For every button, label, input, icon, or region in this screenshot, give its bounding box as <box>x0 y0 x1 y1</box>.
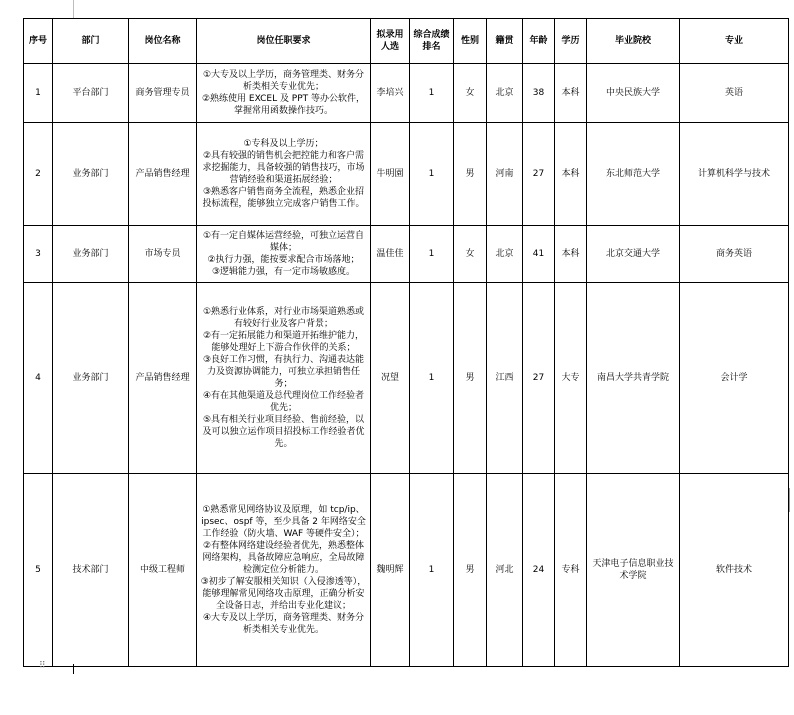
header-dept: 部门 <box>53 19 129 64</box>
cell-no[interactable]: 5 <box>24 474 53 667</box>
requirement-line: ④大专及以上学历，商务管理类、财务分析类相关专业优先。 <box>202 613 365 635</box>
cell-rank[interactable]: 1 <box>410 226 454 283</box>
cell-position[interactable]: 产品销售经理 <box>129 283 197 474</box>
cell-candidate[interactable]: 况望 <box>371 283 410 474</box>
cell-dept[interactable]: 业务部门 <box>53 283 129 474</box>
header-rank: 综合成绩排名 <box>410 19 454 64</box>
cell-education[interactable]: 本科 <box>555 123 587 226</box>
requirement-line: ①大专及以上学历，商务管理类、财务分析类相关专业优先； <box>202 70 365 92</box>
text-cursor <box>73 664 74 674</box>
cell-gender[interactable]: 男 <box>454 283 487 474</box>
cell-no[interactable]: 4 <box>24 283 53 474</box>
cell-dept[interactable]: 平台部门 <box>53 64 129 123</box>
requirement-line: ②执行力强，能按要求配合市场落地； <box>207 255 360 265</box>
cell-rank[interactable]: 1 <box>410 283 454 474</box>
cell-requirements[interactable] <box>197 226 371 283</box>
header-requirements: 岗位任职要求 <box>197 19 371 64</box>
cell-education[interactable]: 本科 <box>555 226 587 283</box>
cell-age[interactable]: 27 <box>523 283 555 474</box>
cell-education[interactable]: 大专 <box>555 283 587 474</box>
table-row <box>24 123 789 226</box>
requirement-line: ②有整体网络建设经验者优先，熟悉整体网络架构，具备故障应急响应，全局故障检测定位分析能力。 <box>202 541 365 575</box>
table-row <box>24 283 789 474</box>
requirement-line: ③良好工作习惯，有执行力、沟通表达能力及资源协调能力，可独立承担销售任务； <box>202 355 365 389</box>
table-row <box>24 226 789 283</box>
cell-major[interactable]: 商务英语 <box>680 226 789 283</box>
cell-origin[interactable]: 河北 <box>487 474 523 667</box>
cell-major[interactable]: 计算机科学与技术 <box>680 123 789 226</box>
requirement-line: ③熟悉客户销售商务全流程，熟悉企业招投标流程，能够独立完成客户销售工作。 <box>202 187 365 209</box>
cell-origin[interactable]: 北京 <box>487 64 523 123</box>
cell-requirements[interactable] <box>197 64 371 123</box>
table-row <box>24 64 789 123</box>
cell-position[interactable]: 市场专员 <box>129 226 197 283</box>
header-no: 序号 <box>24 19 53 64</box>
table-header-row <box>24 19 789 64</box>
recruitment-table <box>23 18 789 667</box>
cell-requirements[interactable] <box>197 474 371 667</box>
cell-candidate[interactable]: 魏明辉 <box>371 474 410 667</box>
cell-requirements[interactable] <box>197 283 371 474</box>
requirement-line: ①熟悉行业体系，对行业市场渠道熟悉或有较好行业及客户背景； <box>202 307 365 329</box>
cell-no[interactable]: 2 <box>24 123 53 226</box>
cell-age[interactable]: 38 <box>523 64 555 123</box>
header-origin: 籍贯 <box>487 19 523 64</box>
header-age: 年龄 <box>523 19 555 64</box>
cell-origin[interactable]: 江西 <box>487 283 523 474</box>
cell-dept[interactable]: 技术部门 <box>53 474 129 667</box>
cell-candidate[interactable]: 李培兴 <box>371 64 410 123</box>
requirement-line: ①有一定自媒体运营经验，可独立运营自媒体； <box>202 231 365 253</box>
header-position: 岗位名称 <box>129 19 197 64</box>
cell-school[interactable]: 中央民族大学 <box>587 64 680 123</box>
cell-rank[interactable]: 1 <box>410 474 454 667</box>
requirement-line: ⑤具有相关行业项目经验、售前经验，以及可以独立运作项目招投标工作经验者优先。 <box>202 415 365 449</box>
cell-dept[interactable]: 业务部门 <box>53 123 129 226</box>
cell-age[interactable]: 41 <box>523 226 555 283</box>
page-edge-mark <box>789 488 790 512</box>
cell-education[interactable]: 专科 <box>555 474 587 667</box>
cell-origin[interactable]: 河南 <box>487 123 523 226</box>
cell-rank[interactable]: 1 <box>410 123 454 226</box>
page-margin-corner-mark <box>73 0 75 18</box>
requirement-line: ④有在其他渠道及总代理岗位工作经验者优先； <box>202 391 365 413</box>
cell-education[interactable]: 本科 <box>555 64 587 123</box>
cell-position[interactable]: 商务管理专员 <box>129 64 197 123</box>
table-move-handle-icon[interactable]: ⠿ <box>39 661 47 671</box>
header-major: 专业 <box>680 19 789 64</box>
cell-no[interactable]: 3 <box>24 226 53 283</box>
cell-origin[interactable]: 北京 <box>487 226 523 283</box>
cell-candidate[interactable]: 温佳佳 <box>371 226 410 283</box>
cell-rank[interactable]: 1 <box>410 64 454 123</box>
requirement-line: ①熟悉常见网络协议及原理，如 tcp/ip、ipsec、ospf 等，至少具备 2 年网络安全工作经验（防火墙、WAF 等硬件安全）； <box>201 505 366 539</box>
cell-position[interactable]: 中级工程师 <box>129 474 197 667</box>
cell-major[interactable]: 会计学 <box>680 283 789 474</box>
cell-no[interactable]: 1 <box>24 64 53 123</box>
cell-school[interactable]: 东北师范大学 <box>587 123 680 226</box>
requirement-line: ①专科及以上学历； <box>243 139 324 149</box>
cell-age[interactable]: 24 <box>523 474 555 667</box>
cell-requirements[interactable] <box>197 123 371 226</box>
cell-gender[interactable]: 男 <box>454 123 487 226</box>
header-gender: 性别 <box>454 19 487 64</box>
requirement-line: ②熟练使用 EXCEL 及 PPT 等办公软件，掌握常用函数操作技巧。 <box>201 94 366 116</box>
cell-candidate[interactable]: 牛明園 <box>371 123 410 226</box>
cell-major[interactable]: 英语 <box>680 64 789 123</box>
requirement-line: ②具有较强的销售机会把控能力和客户需求挖掘能力，具备较强的销售技巧，市场营销经验和渠道拓展经验； <box>202 151 365 185</box>
cell-position[interactable]: 产品销售经理 <box>129 123 197 226</box>
header-school: 毕业院校 <box>587 19 680 64</box>
requirement-line: ③初步了解安服相关知识（入侵渗透等），能够理解常见网络攻击原理，正确分析安全设备日志，并给出专业化建议； <box>200 577 367 611</box>
header-candidate: 拟录用人选 <box>371 19 410 64</box>
cell-school[interactable]: 北京交通大学 <box>587 226 680 283</box>
cell-gender[interactable]: 女 <box>454 226 487 283</box>
cell-school[interactable]: 天津电子信息职业技术学院 <box>587 474 680 667</box>
cell-dept[interactable]: 业务部门 <box>53 226 129 283</box>
table-row <box>24 474 789 667</box>
cell-gender[interactable]: 男 <box>454 474 487 667</box>
header-education: 学历 <box>555 19 587 64</box>
cell-school[interactable]: 南昌大学共青学院 <box>587 283 680 474</box>
cell-age[interactable]: 27 <box>523 123 555 226</box>
cell-major[interactable]: 软件技术 <box>680 474 789 667</box>
cell-gender[interactable]: 女 <box>454 64 487 123</box>
requirement-line: ③逻辑能力强，有一定市场敏感度。 <box>211 267 356 277</box>
requirement-line: ②有一定拓展能力和渠道开拓维护能力，能够处理好上下游合作伙伴的关系； <box>202 331 365 353</box>
